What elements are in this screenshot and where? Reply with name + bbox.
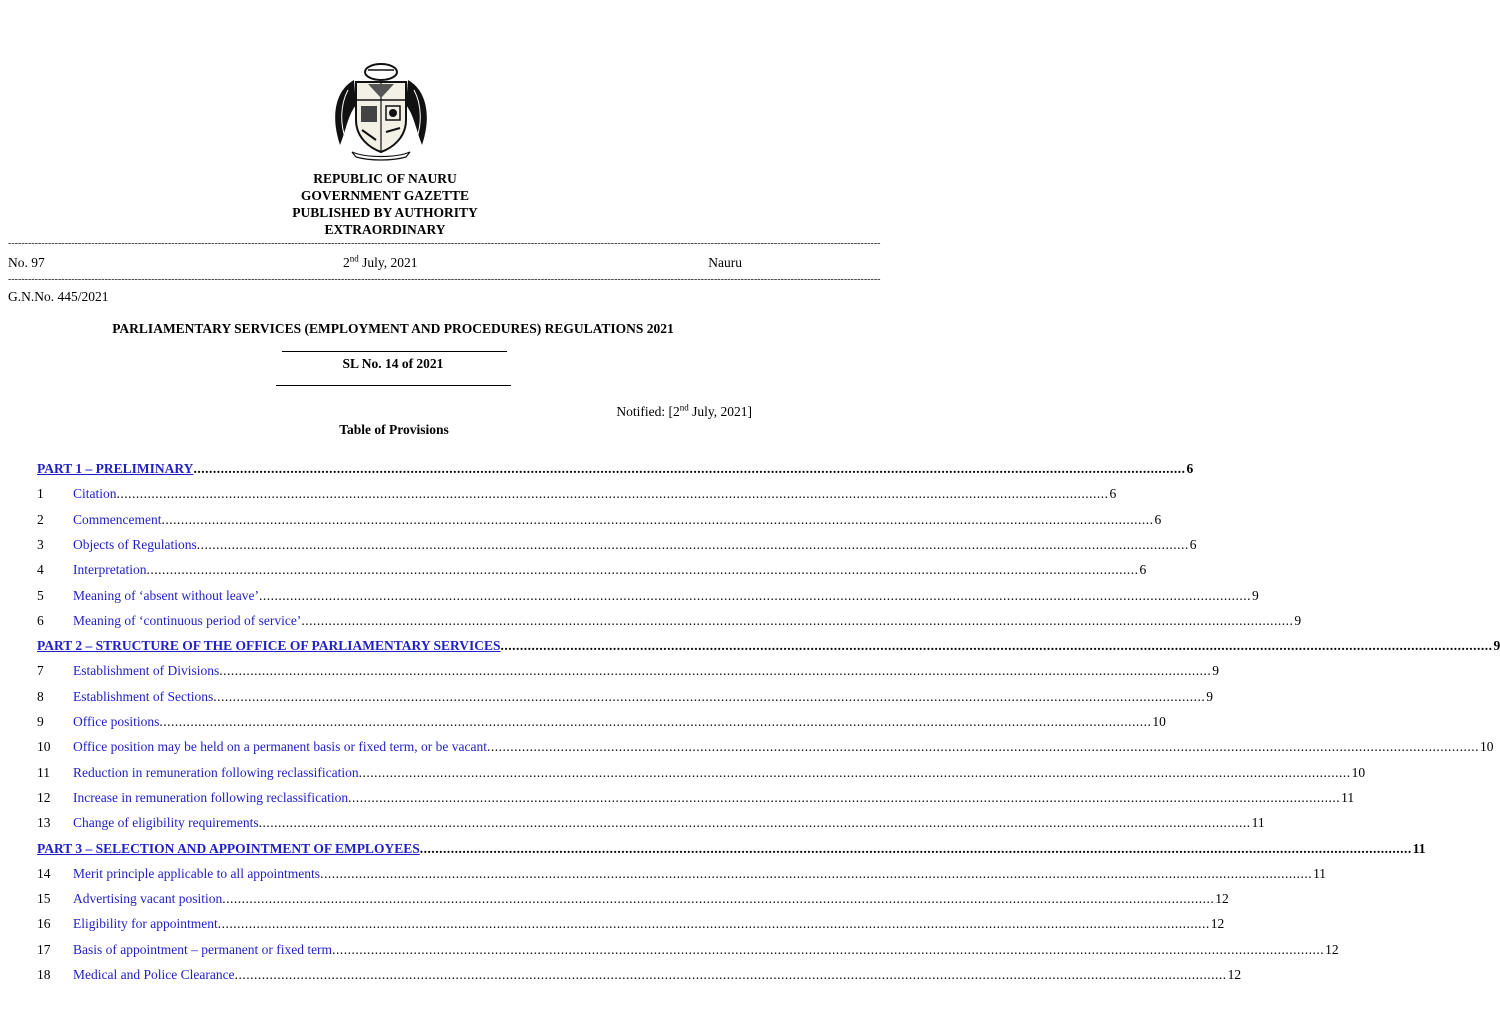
toc-page-number: 11	[1412, 841, 1426, 856]
toc-entry-number: 16	[37, 916, 51, 931]
toc-page-number: 12	[1325, 942, 1339, 957]
toc-heading: Table of Provisions	[339, 422, 449, 437]
dot-leader	[218, 916, 1210, 932]
header-republic: REPUBLIC OF NAURU	[313, 171, 457, 186]
gn-number: G.N.No. 445/2021	[8, 289, 109, 304]
toc-entry-link[interactable]: Eligibility for appointment	[73, 916, 218, 931]
dot-leader	[259, 815, 1251, 831]
toc-entry[interactable]	[37, 967, 1242, 987]
toc-page-number: 9	[1212, 663, 1219, 678]
toc-entry[interactable]	[37, 689, 1213, 709]
dot-leader	[348, 790, 1340, 806]
coat-of-arms-logo	[326, 60, 436, 160]
toc-entry-number: 10	[37, 739, 51, 754]
toc-entry-number: 1	[37, 486, 44, 501]
toc-page-number: 11	[1251, 815, 1265, 830]
gazette-place: Nauru	[708, 255, 742, 270]
toc-entry-link[interactable]: Objects of Regulations	[73, 537, 197, 552]
toc-entry-number: 14	[37, 866, 51, 881]
divider-bottom: ----------------------------------------------------------------------------------------------------------------------------------------------------------------------------------------------------------------------------------------------------------------------	[8, 274, 881, 285]
toc-entry[interactable]	[37, 714, 1166, 734]
toc-entry-number: 7	[37, 663, 44, 678]
toc-entry[interactable]	[37, 588, 1259, 608]
dot-leader	[161, 512, 1153, 528]
toc-entry-link[interactable]: Establishment of Divisions	[73, 663, 220, 678]
toc-entry-link[interactable]: Office positions	[73, 714, 160, 729]
title-rule-top	[282, 351, 507, 352]
toc-entry-number: 17	[37, 942, 51, 957]
toc-entry[interactable]	[37, 942, 1339, 962]
toc-page-number: 10	[1152, 714, 1166, 729]
toc-page-number: 12	[1215, 891, 1229, 906]
header-authority: PUBLISHED BY AUTHORITY	[292, 205, 478, 220]
toc-page-number: 9	[1206, 689, 1213, 704]
sl-number: SL No. 14 of 2021	[342, 356, 444, 371]
toc-entry-number: 11	[37, 765, 50, 780]
toc-entry[interactable]	[37, 916, 1225, 936]
toc-page-number: 9	[1294, 613, 1302, 628]
header-extraordinary: EXTRAORDINARY	[324, 222, 446, 237]
divider-top: ----------------------------------------------------------------------------------------------------------------------------------------------------------------------------------------------------------------------------------------------------------------------	[8, 238, 881, 249]
toc-entry[interactable]	[37, 512, 1162, 532]
notified-date: Notified: [2nd July, 2021]	[616, 402, 752, 419]
toc-entry[interactable]	[37, 663, 1219, 683]
toc-entry-link[interactable]: Meaning of ‘absent without leave’	[73, 588, 259, 603]
gazette-date: 2nd July, 2021	[343, 253, 418, 270]
gazette-number: No. 97	[8, 255, 45, 270]
toc-page-number: 11	[1341, 790, 1355, 805]
toc-entry[interactable]	[37, 613, 1302, 633]
toc-entry-number: 9	[37, 714, 44, 729]
toc-page-number: 12	[1227, 967, 1242, 982]
toc-entry[interactable]	[37, 790, 1355, 810]
dot-leader	[501, 638, 1493, 654]
toc-entry-link[interactable]: Office position may be held on a permanent basis or fixed term, or be vacant	[73, 739, 487, 754]
toc-page-number: 6	[1109, 486, 1117, 501]
dot-leader	[193, 461, 1185, 477]
header-gazette: GOVERNMENT GAZETTE	[300, 188, 470, 203]
document-title: PARLIAMENTARY SERVICES (EMPLOYMENT AND PROCEDURES) REGULATIONS 2021	[112, 321, 674, 336]
toc-entry-link[interactable]: Merit principle applicable to all appointments	[73, 866, 321, 881]
toc-entry[interactable]	[37, 739, 1494, 759]
toc-part-entry[interactable]	[37, 841, 1426, 861]
toc-entry[interactable]	[37, 891, 1229, 911]
toc-entry-link[interactable]: PART 3 – SELECTION AND APPOINTMENT OF EMPLOYEES	[37, 841, 420, 856]
toc-entry-link[interactable]: Advertising vacant position	[73, 891, 223, 906]
toc-entry-number: 4	[37, 562, 44, 577]
toc-page-number: 6	[1186, 461, 1194, 476]
toc-entry[interactable]	[37, 562, 1147, 582]
toc-entry-number: 8	[37, 689, 44, 704]
toc-entry[interactable]	[37, 537, 1197, 557]
dot-leader	[320, 866, 1312, 882]
toc-page-number: 10	[1351, 765, 1366, 780]
toc-entry-link[interactable]: Reduction in remuneration following reclassification	[73, 765, 359, 780]
toc-entry[interactable]	[37, 815, 1265, 835]
toc-entry-link[interactable]: Establishment of Sections	[73, 689, 214, 704]
toc-entry-number: 2	[37, 512, 44, 527]
toc-part-entry[interactable]	[37, 461, 1194, 481]
toc-entry-number: 15	[37, 891, 51, 906]
toc-entry-link[interactable]: PART 1 – PRELIMINARY	[37, 461, 194, 476]
toc-entry-link[interactable]: Increase in remuneration following reclassification	[73, 790, 349, 805]
toc-entry-link[interactable]: Meaning of ‘continuous period of service’	[73, 613, 302, 628]
toc-entry-number: 5	[37, 588, 44, 603]
dot-leader	[117, 486, 1109, 502]
toc-entry-number: 12	[37, 790, 51, 805]
toc-page-number: 6	[1154, 512, 1162, 527]
dot-leader	[146, 562, 1138, 578]
dot-leader	[359, 765, 1351, 781]
toc-page-number: 9	[1251, 588, 1259, 603]
dot-leader	[301, 613, 1293, 629]
dot-leader	[487, 739, 1479, 755]
toc-page-number: 6	[1189, 537, 1197, 552]
toc-entry-number: 18	[37, 967, 51, 982]
dot-leader	[219, 663, 1211, 679]
toc-entry-link[interactable]: Basis of appointment – permanent or fixed term	[73, 942, 333, 957]
toc-entry-link[interactable]: Medical and Police Clearance	[73, 967, 235, 982]
dot-leader	[213, 689, 1205, 705]
dot-leader	[197, 537, 1189, 553]
dot-leader	[420, 841, 1412, 857]
dot-leader	[222, 891, 1214, 907]
toc-page-number: 6	[1139, 562, 1147, 577]
toc-page-number: 10	[1480, 739, 1494, 754]
toc-entry-link[interactable]: Commencement	[73, 512, 162, 527]
toc-entry[interactable]	[37, 866, 1327, 886]
toc-entry-number: 13	[37, 815, 51, 830]
dot-leader	[235, 967, 1227, 983]
dot-leader	[259, 588, 1251, 604]
dot-leader	[159, 714, 1151, 730]
title-rule-bottom	[276, 385, 511, 386]
toc-entry[interactable]	[37, 765, 1366, 785]
toc-entry-link[interactable]: Interpretation	[73, 562, 147, 577]
toc-entry-link[interactable]: PART 2 – STRUCTURE OF THE OFFICE OF PARLIAMENTARY SERVICES	[37, 638, 501, 653]
toc-entry-link[interactable]: Change of eligibility requirements	[73, 815, 259, 830]
toc-page-number: 12	[1210, 916, 1225, 931]
toc-entry-number: 6	[37, 613, 44, 628]
toc-page-number: 11	[1313, 866, 1327, 881]
toc-entry-number: 3	[37, 537, 44, 552]
toc-entry-link[interactable]: Citation	[73, 486, 117, 501]
toc-entry[interactable]	[37, 486, 1117, 506]
dot-leader	[332, 942, 1324, 958]
toc-page-number: 9	[1493, 638, 1500, 653]
toc-part-entry[interactable]	[37, 638, 1500, 658]
